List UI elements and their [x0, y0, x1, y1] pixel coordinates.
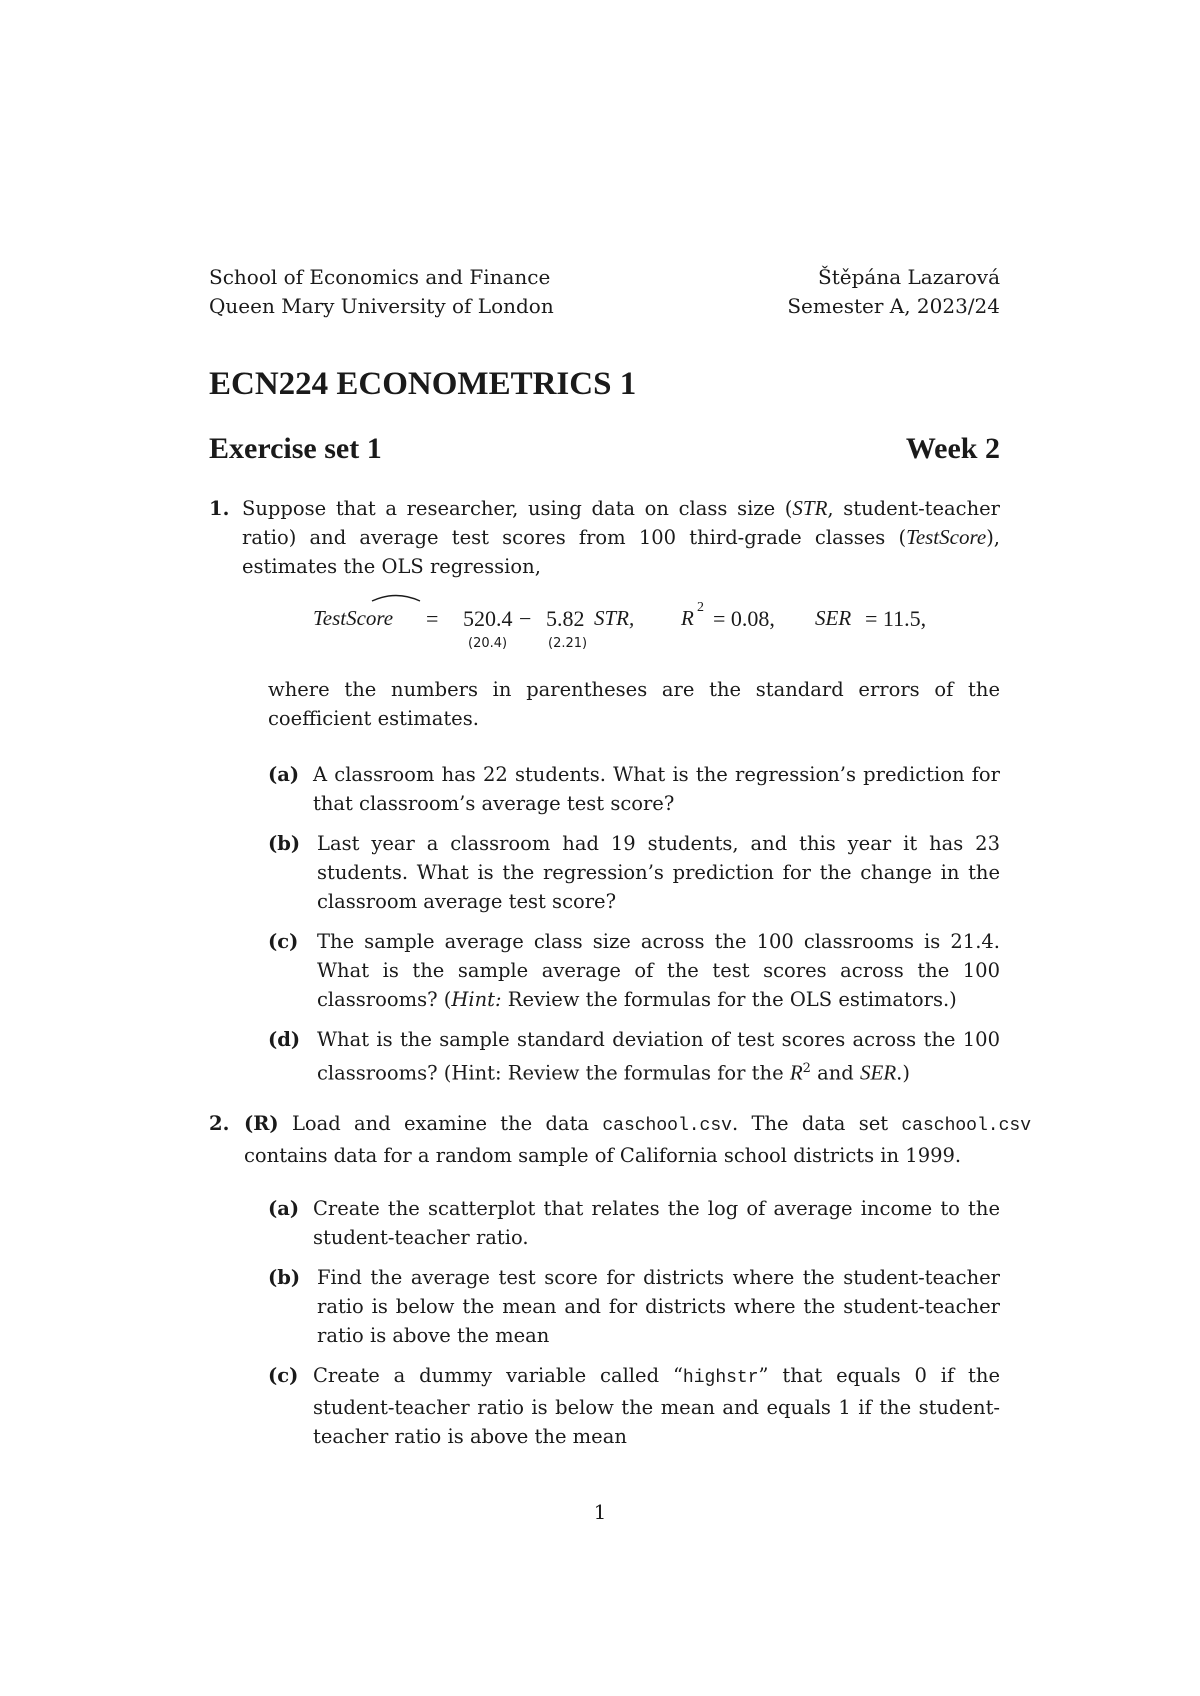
variable-name: highstr: [682, 1368, 759, 1388]
week-label: Week 2: [905, 432, 1000, 465]
eq-minus: −: [519, 606, 532, 631]
part-label: (a): [268, 1197, 300, 1220]
intro-text: Load and examine the data: [278, 1112, 603, 1135]
header-right: [787, 263, 1000, 321]
eq-ser-symbol: SER: [815, 606, 852, 630]
var-ser: SER: [860, 1060, 897, 1085]
filename: caschool.csv: [602, 1116, 732, 1136]
question-1-intro: [242, 494, 1000, 581]
eq-lhs: TestScore: [313, 606, 394, 630]
part-text: [313, 1361, 1000, 1451]
part-label: (c): [268, 1364, 299, 1387]
part-text-segment: What is the sample standard deviation of test scores across the 100 classrooms? (Hint: Review the formulas for the: [317, 1028, 1000, 1085]
var-r: R: [789, 1060, 803, 1085]
part-text-segment: Create a dummy variable called “: [313, 1364, 683, 1387]
part-text-segment: The sample average class size across the 100 classrooms is 21.4. What is the sample average of the test scores across the 100 classrooms? (: [317, 930, 1000, 1011]
r-tag: (R): [244, 1112, 279, 1135]
part-text: Create the scatterplot that relates the log of average income to the student-teacher ratio.: [313, 1197, 1000, 1249]
intro-text: ), estimates the OLS regression,: [242, 526, 1000, 578]
question-2b: [268, 1263, 1000, 1350]
eq-r2-superscript: 2: [697, 600, 704, 615]
part-label: (d): [268, 1028, 301, 1051]
exercise-set-title: Exercise set 1: [209, 432, 382, 465]
eq-intercept: 520.4: [463, 606, 513, 631]
eq-intercept-se: (20.4): [468, 636, 508, 651]
part-text: Find the average test score for districts where the student-teacher ratio is below the mean and for districts where the student-teacher ratio is above the mean: [317, 1266, 1000, 1347]
eq-slope-se: (2.21): [548, 636, 588, 651]
school-name: School of Economics and Finance: [209, 265, 551, 289]
after-equation-text: where the numbers in parentheses are the standard errors of the coefficient estimates.: [268, 678, 1000, 730]
filename: caschool.csv: [901, 1116, 1031, 1136]
eq-equals: =: [426, 606, 439, 631]
question-2: [209, 1109, 1031, 1170]
question-2-intro: [244, 1109, 1031, 1170]
header-left: [209, 263, 554, 321]
part-label: (b): [268, 1266, 301, 1289]
superscript: 2: [802, 1061, 811, 1076]
part-text-segment: Review the formulas for the OLS estimators.): [501, 988, 957, 1011]
question-1: [209, 494, 1000, 581]
course-title: ECN224 ECONOMETRICS 1: [209, 366, 637, 402]
question-2c: [268, 1361, 1000, 1451]
university-name: Queen Mary University of London: [209, 294, 554, 318]
question-1d: [268, 1025, 1000, 1088]
regression-equation: [313, 602, 1013, 654]
part-text: [317, 1025, 1000, 1088]
part-text: [317, 927, 1000, 1014]
question-1b: [268, 829, 1000, 916]
question-1a: [268, 760, 1000, 818]
page-number: 1: [593, 1500, 607, 1524]
part-text-segment: ” that equals 0 if the student-teacher ratio is below the mean and equals 1 if the student-teacher ratio is above the mean: [313, 1364, 1000, 1448]
part-text-segment: .): [896, 1061, 910, 1085]
intro-text: contains data for a random sample of California school districts in 1999.: [244, 1144, 962, 1167]
part-label: (b): [268, 832, 301, 855]
part-text-segment: and: [810, 1061, 860, 1085]
question-2a: [268, 1194, 1000, 1252]
author-name: Štěpána Lazarová: [818, 265, 1000, 289]
eq-regressor: STR,: [594, 606, 635, 630]
part-text: A classroom has 22 students. What is the regression’s prediction for that classroom’s average test score?: [313, 763, 1000, 815]
var-testscore: TestScore: [906, 525, 987, 549]
part-text: Last year a classroom had 19 students, and this year it has 23 students. What is the regression’s prediction for the change in the classroom average test score?: [317, 832, 1000, 913]
question-1c: [268, 927, 1000, 1014]
intro-text: . The data set: [731, 1112, 902, 1135]
var-str: STR: [792, 496, 828, 520]
hint-label: Hint:: [451, 988, 502, 1011]
part-label: (c): [268, 930, 299, 953]
part-label: (a): [268, 763, 300, 786]
hat-accent-icon: [371, 592, 421, 602]
eq-slope: 5.82: [546, 606, 585, 631]
eq-r2-value: = 0.08,: [713, 606, 775, 631]
intro-text: , student-teacher ratio) and average test scores from 100 third-grade classes (: [242, 497, 1001, 549]
semester-label: Semester A, 2023/24: [787, 294, 1000, 318]
intro-text: Suppose that a researcher, using data on class size (: [242, 497, 793, 520]
eq-r2-symbol: R: [681, 606, 694, 630]
question-number: 2.: [209, 1112, 230, 1135]
eq-ser-value: = 11.5,: [865, 606, 927, 631]
question-number: 1.: [209, 497, 230, 520]
